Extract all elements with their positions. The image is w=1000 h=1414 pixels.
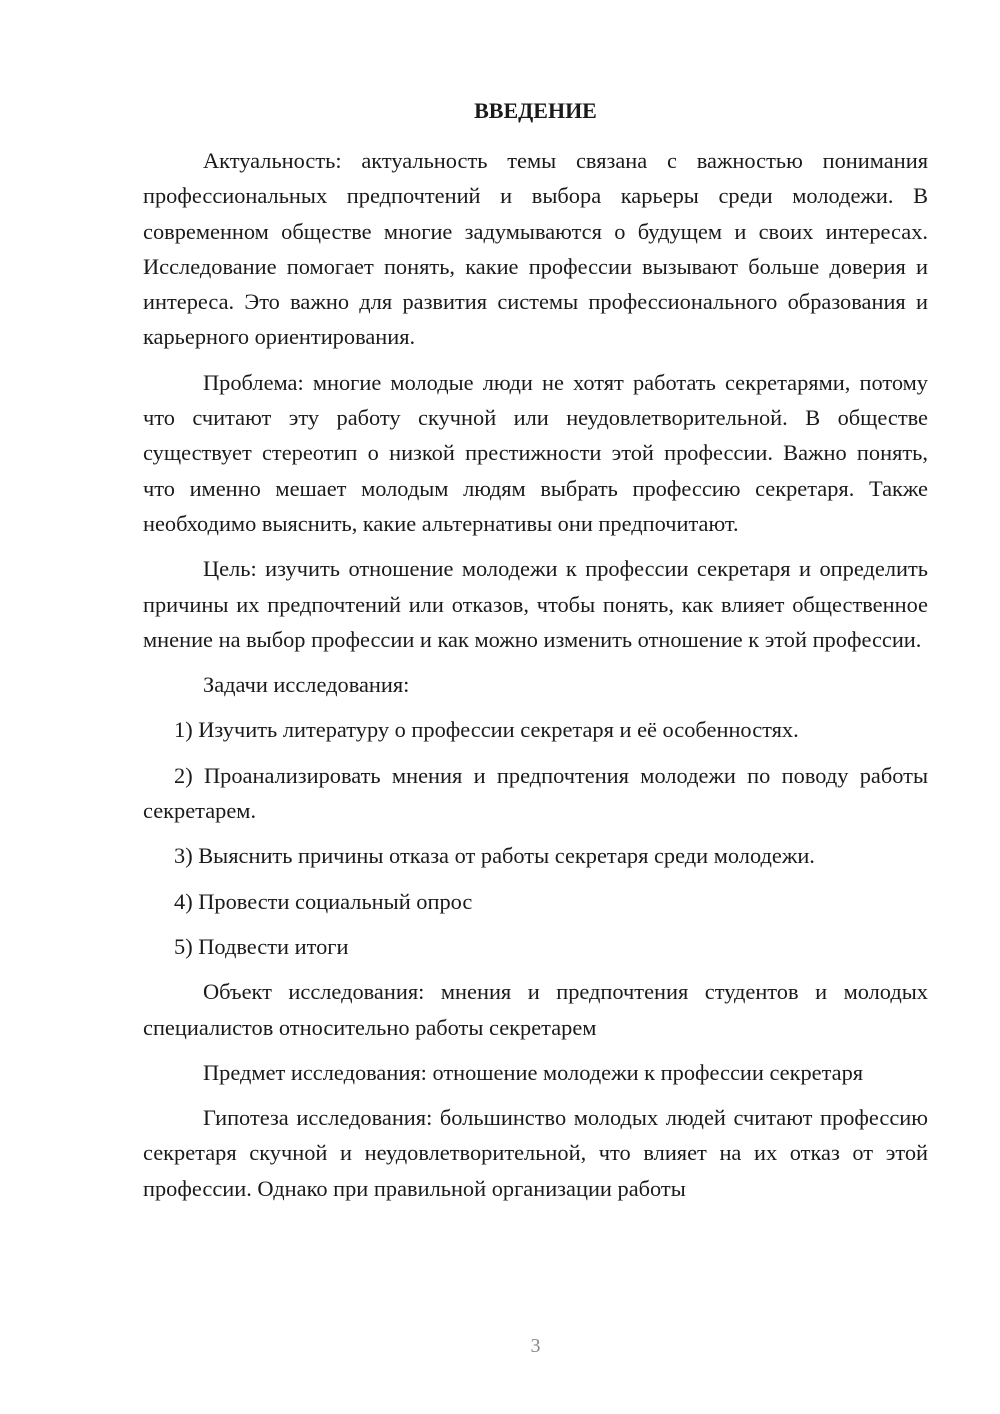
document-page (143, 0, 928, 1414)
task-item-4: 4) Провести социальный опрос (174, 888, 473, 914)
paragraph-relevance: Актуальность: актуальность темы связана с важностью понимания профессиональных предпочтений и выбора карьеры среди молодежи. В современном обществе многие задумываются о будущем и своих интересах. Исследование помогает понять, какие профессии вызывают больше доверия и интереса. Это важно для развития системы профессионального образования и карьерного ориентирования. (143, 148, 928, 350)
task-item-3: 3) Выяснить причины отказа от работы секретаря среди молодежи. (174, 843, 815, 869)
paragraph-subject: Предмет исследования: отношение молодежи к профессии секретаря (203, 1059, 864, 1085)
body-text (143, 143, 928, 1216)
paragraph-object: Объект исследования: мнения и предпочтения студентов и молодых специалистов относительно работы секретарем (143, 979, 928, 1040)
task-item-1: 1) Изучить литературу о профессии секретаря и её особенностях. (174, 717, 799, 743)
paragraph-problem: Проблема: многие молодые люди не хотят работать секретарями, потому что считают эту работу скучной или неудовлетворительной. В обществе существует стереотип о низкой престижности этой профессии. Важно понять, что именно мешает молодым людям выбрать профессию секретаря. Также необходимо выяснить, какие альтернативы они предпочитают. (143, 369, 928, 536)
paragraph-hypothesis: Гипотеза исследования: большинство молодых людей считают профессию секретаря скучной и неудовлетворительной, что влияет на их отказ от этой профессии. Однако при правильной организации работы (143, 1105, 928, 1201)
page-number: 3 (530, 1335, 541, 1357)
task-item-5: 5) Подвести итоги (174, 933, 349, 959)
tasks-heading: Задачи исследования: (203, 672, 410, 698)
task-item-2: 2) Проанализировать мнения и предпочтения молодежи по поводу работы секретарем. (143, 762, 928, 824)
paragraph-goal: Цель: изучить отношение молодежи к профессии секретаря и определить причины их предпочтений или отказов, чтобы понять, как влияет общественное мнение на выбор профессии и как можно изменить отношение к этой профессии. (143, 556, 928, 652)
section-title: ВВЕДЕНИЕ (474, 98, 597, 123)
